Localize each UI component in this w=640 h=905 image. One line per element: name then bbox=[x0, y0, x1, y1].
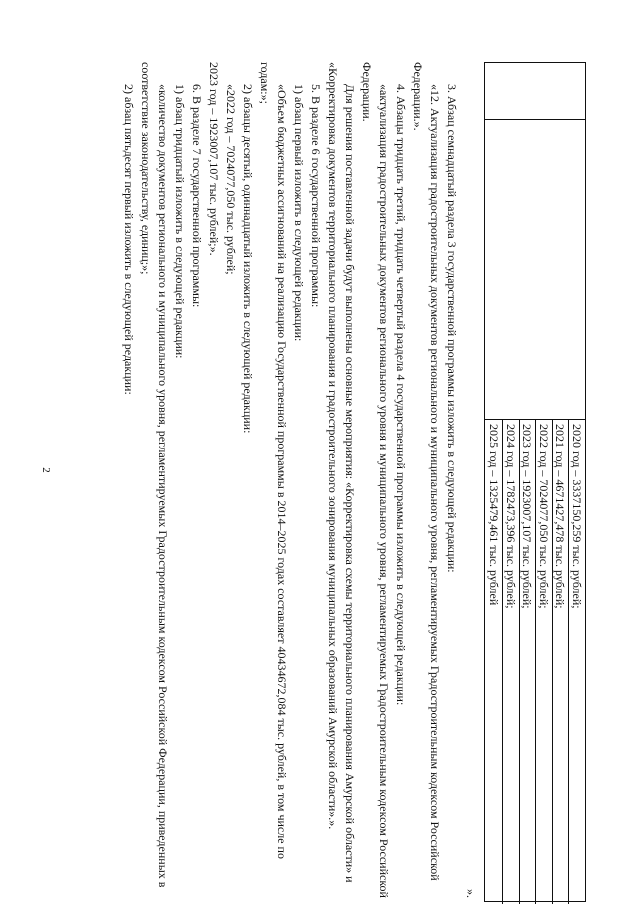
paragraph: «актуализация градостроительных документов регионального уровня и муниципального уровня, регламентируемых Градостроительным кодексом Российской Федерации. bbox=[360, 62, 391, 898]
paragraph: 2023 год – 1923007,107 тыс. рублей;». bbox=[207, 62, 221, 256]
funding-table-fragment bbox=[484, 62, 586, 902]
table-row: 2020 год – 3337150,259 тыс. рублей; bbox=[569, 420, 586, 904]
paragraph: 1) абзац первый изложить в следующей редакции: bbox=[292, 84, 306, 342]
table-closing-quote: ». bbox=[464, 889, 478, 898]
paragraph: «количество документов регионального и муниципального уровня, регламентируемых Градостроительным кодексом Российской Федерации, приведенных в соответствие законодательству, единиц;»; bbox=[139, 62, 170, 888]
table-values-cell bbox=[485, 419, 585, 904]
table-row: 2025 год – 1325479,461 тыс. рублей bbox=[487, 424, 502, 606]
paragraph: «2022 год – 7024077,050 тыс. рублей; bbox=[224, 84, 238, 275]
page-number: 2 bbox=[40, 467, 52, 473]
table-row: 2021 год – 4671427,478 тыс. рублей; bbox=[552, 420, 569, 904]
paragraph: 4. Абзацы тридцать третий, тридцать четвертый раздела 4 государственной программы изложить в следующей редакции: bbox=[394, 84, 408, 706]
paragraph: 1) абзац тридцатый изложить в следующей редакции: bbox=[173, 84, 187, 359]
paragraph: 6. В разделе 7 государственной программы: bbox=[190, 84, 204, 308]
table-row: 2024 год – 1782473,396 тыс. рублей; bbox=[503, 420, 520, 904]
table-row: 2022 год – 7024077,050 тыс. рублей; bbox=[536, 420, 553, 904]
paragraph: 5. В разделе 6 государственной программы: bbox=[309, 84, 323, 308]
paragraph: «Объем бюджетных ассигнований на реализацию Государственной программы в 2014–2025 годах составляет 40434672,084 тыс. рублей, в том числе по годам:»; bbox=[258, 62, 289, 859]
table-column-divider bbox=[485, 119, 585, 120]
paragraph: 3. Абзац семнадцатый раздела 3 государственной программы изложить в следующей редакции: bbox=[445, 84, 459, 573]
document-body bbox=[120, 62, 460, 902]
rotated-page-content bbox=[26, 62, 586, 902]
paragraph: Для решения поставленной задачи будут выполнены основные мероприятия: «Корректировка схемы территориального планирования Амурской области» и «Корректировка документов территориального планирования и градостроительного зонирования муниципальных образований Амурской области».». bbox=[326, 62, 357, 883]
paragraph: 2) абзацы десятый, одиннадцатый изложить в следующей редакции: bbox=[241, 84, 255, 434]
table-row: 2023 год – 1923007,107 тыс. рублей; bbox=[519, 420, 536, 904]
paragraph: 2) абзац пятьдесят первый изложить в следующей редакции: bbox=[122, 84, 136, 395]
paragraph: «12. Актуализация градостроительных документов регионального и муниципального уровня, регламентируемых Градостроительным кодексом Российской Федерации.». bbox=[411, 62, 442, 881]
